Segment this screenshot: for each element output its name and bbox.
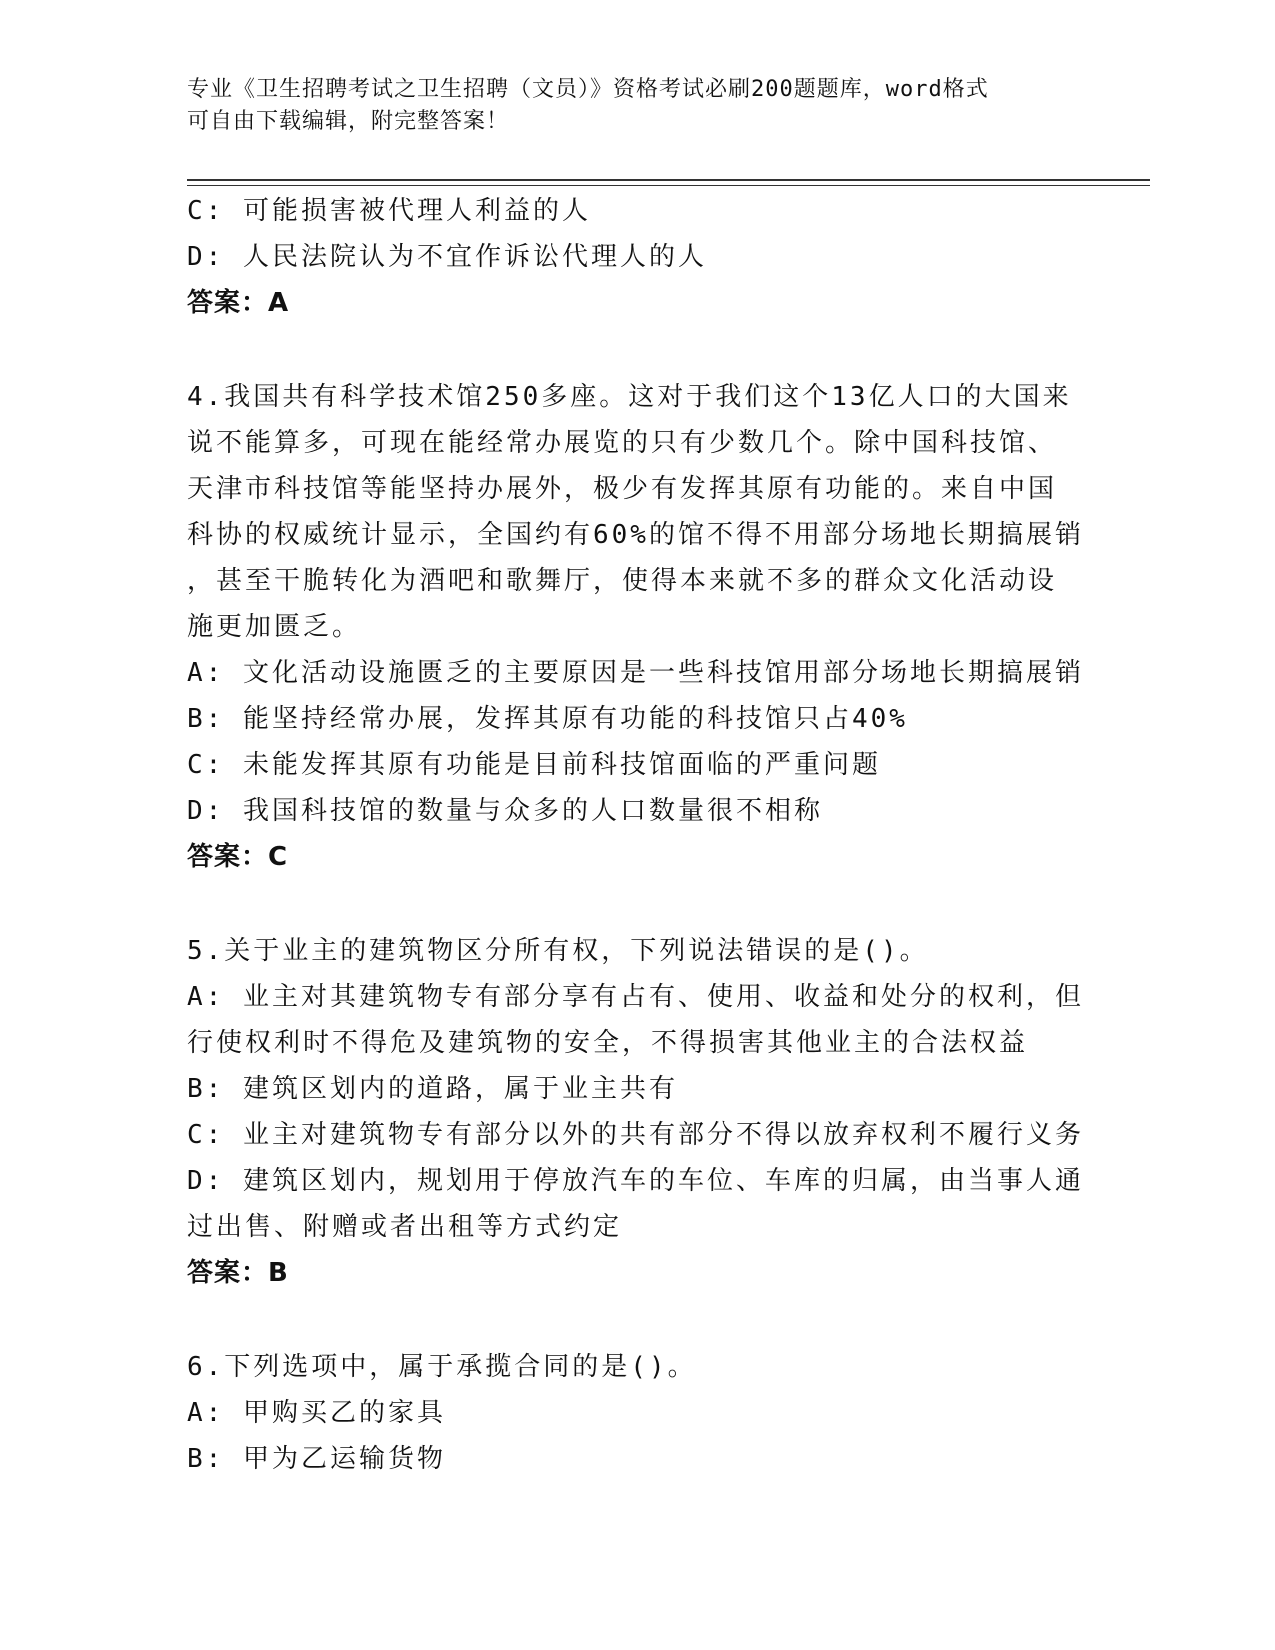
header-title-line-2: 可自由下载编辑，附完整答案！ — [187, 109, 510, 134]
header-title-line-1: 专业《卫生招聘考试之卫生招聘（文员）》资格考试必刷200题题库，word格式 — [187, 77, 989, 102]
question-stem-line: 4.我国共有科学技术馆250多座。这对于我们这个13亿人口的大国来 — [187, 382, 1072, 412]
answer-line: 答案：C — [187, 842, 289, 872]
question-stem-line: ，甚至干脆转化为酒吧和歌舞厅，使得本来就不多的群众文化活动设 — [187, 566, 1058, 596]
question-stem-line: 施更加匮乏。 — [187, 612, 362, 642]
option-line: B: 建筑区划内的道路，属于业主共有 — [187, 1074, 678, 1104]
question-stem-line: 天津市科技馆等能坚持办展外，极少有发挥其原有功能的。来自中国 — [187, 474, 1058, 504]
question-body — [187, 188, 1087, 1482]
option-line: A: 文化活动设施匮乏的主要原因是一些科技馆用部分场地长期搞展销 — [187, 658, 1084, 688]
answer-line: 答案：B — [187, 1258, 289, 1288]
option-line: A: 甲购买乙的家具 — [187, 1398, 446, 1428]
option-line: 过出售、附赠或者出租等方式约定 — [187, 1212, 623, 1242]
question-stem-line: 科协的权威统计显示，全国约有60%的馆不得不用部分场地长期搞展销 — [187, 520, 1084, 550]
option-line: C: 业主对建筑物专有部分以外的共有部分不得以放弃权利不履行义务 — [187, 1120, 1084, 1150]
option-line: D: 人民法院认为不宜作诉讼代理人的人 — [187, 242, 707, 272]
question-block — [187, 928, 1087, 1296]
question-block — [187, 188, 1087, 326]
question-stem-line: 说不能算多，可现在能经常办展览的只有少数几个。除中国科技馆、 — [187, 428, 1058, 458]
option-line: A: 业主对其建筑物专有部分享有占有、使用、收益和处分的权利，但 — [187, 982, 1084, 1012]
block-spacer — [187, 880, 1087, 928]
option-line: B: 能坚持经常办展，发挥其原有功能的科技馆只占40% — [187, 704, 908, 734]
header-divider-thin — [187, 185, 1150, 186]
answer-line: 答案：A — [187, 288, 290, 318]
option-line: 行使权利时不得危及建筑物的安全，不得损害其他业主的合法权益 — [187, 1028, 1029, 1058]
option-line: D: 建筑区划内，规划用于停放汽车的车位、车库的归属，由当事人通 — [187, 1166, 1084, 1196]
option-line: B: 甲为乙运输货物 — [187, 1444, 446, 1474]
question-stem-line: 6.下列选项中，属于承揽合同的是()。 — [187, 1352, 697, 1382]
question-stem-line: 5.关于业主的建筑物区分所有权，下列说法错误的是()。 — [187, 936, 929, 966]
option-line: D: 我国科技馆的数量与众多的人口数量很不相称 — [187, 796, 823, 826]
header-divider-thick — [187, 179, 1150, 181]
question-block — [187, 374, 1087, 880]
block-spacer — [187, 1296, 1087, 1344]
option-line: C: 未能发挥其原有功能是目前科技馆面临的严重问题 — [187, 750, 881, 780]
document-header — [187, 74, 1067, 138]
question-block — [187, 1344, 1087, 1482]
option-line: C: 可能损害被代理人利益的人 — [187, 196, 591, 226]
block-spacer — [187, 326, 1087, 374]
